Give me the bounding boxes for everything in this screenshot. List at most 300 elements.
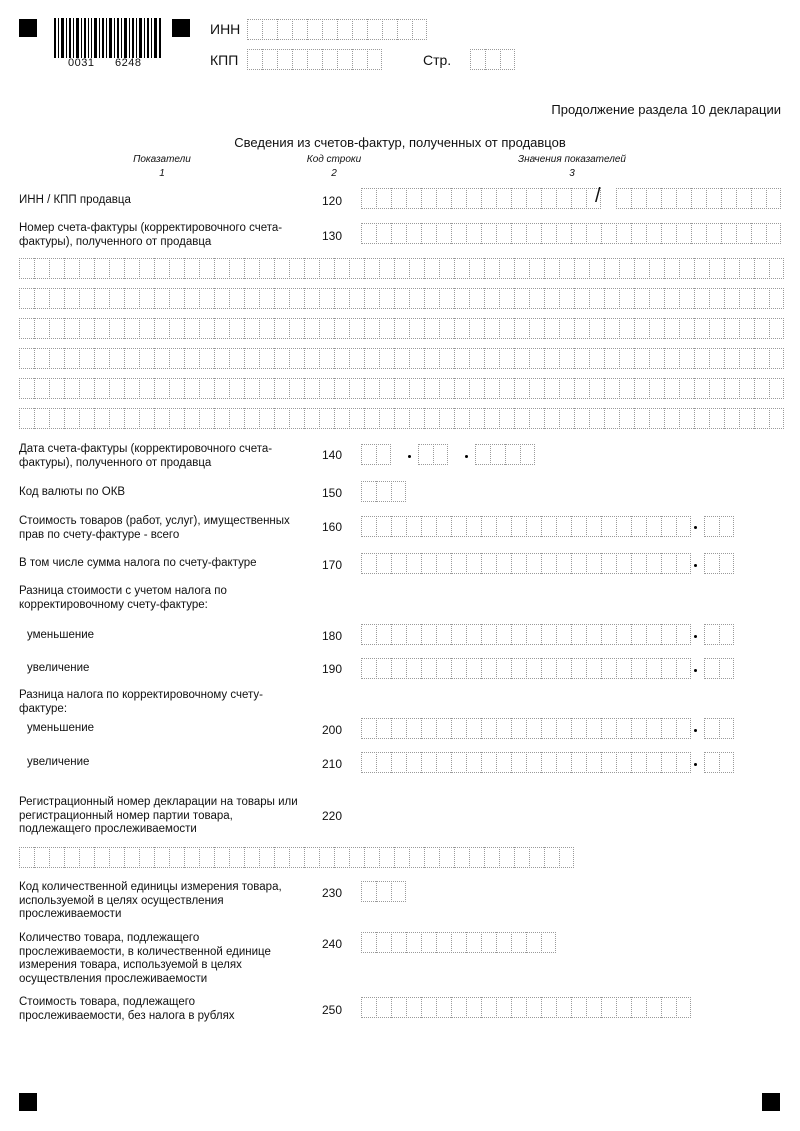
input-cell[interactable] — [529, 258, 544, 279]
input-cell[interactable] — [676, 188, 691, 209]
input-cell[interactable] — [319, 288, 334, 309]
input-cell[interactable] — [496, 553, 511, 574]
input-cell[interactable] — [376, 516, 391, 537]
input-cell[interactable] — [589, 378, 604, 399]
input-cell[interactable] — [466, 658, 481, 679]
input-cell[interactable] — [544, 318, 559, 339]
input-cell[interactable] — [439, 258, 454, 279]
input-cell[interactable] — [556, 624, 571, 645]
seller-inn-field[interactable] — [361, 188, 601, 209]
input-cell[interactable] — [556, 223, 571, 244]
input-cell[interactable] — [499, 847, 514, 868]
input-cell[interactable] — [541, 997, 556, 1018]
input-cell[interactable] — [79, 847, 94, 868]
input-cell[interactable] — [586, 553, 601, 574]
input-cell[interactable] — [436, 752, 451, 773]
input-cell[interactable] — [574, 348, 589, 369]
input-cell[interactable] — [571, 516, 586, 537]
input-cell[interactable] — [574, 288, 589, 309]
input-cell[interactable] — [364, 288, 379, 309]
input-cell[interactable] — [349, 378, 364, 399]
input-cell[interactable] — [94, 348, 109, 369]
input-cell[interactable] — [64, 348, 79, 369]
input-cell[interactable] — [646, 997, 661, 1018]
input-cell[interactable] — [169, 408, 184, 429]
goods-value-field[interactable] — [361, 997, 691, 1018]
input-cell[interactable] — [439, 288, 454, 309]
input-cell[interactable] — [679, 318, 694, 339]
input-cell[interactable] — [470, 49, 485, 70]
input-cell[interactable] — [484, 288, 499, 309]
input-cell[interactable] — [466, 997, 481, 1018]
input-cell[interactable] — [229, 318, 244, 339]
input-cell[interactable] — [79, 318, 94, 339]
input-cell[interactable] — [739, 288, 754, 309]
input-cell[interactable] — [406, 188, 421, 209]
input-cell[interactable] — [496, 516, 511, 537]
input-cell[interactable] — [109, 258, 124, 279]
input-cell[interactable] — [244, 288, 259, 309]
input-cell[interactable] — [379, 847, 394, 868]
input-cell[interactable] — [631, 718, 646, 739]
input-cell[interactable] — [436, 624, 451, 645]
input-cell[interactable] — [709, 318, 724, 339]
input-cell[interactable] — [319, 318, 334, 339]
input-cell[interactable] — [769, 288, 784, 309]
input-cell[interactable] — [259, 847, 274, 868]
input-cell[interactable] — [649, 318, 664, 339]
input-cell[interactable] — [526, 516, 541, 537]
input-cell[interactable] — [376, 444, 391, 465]
input-cell[interactable] — [619, 408, 634, 429]
input-cell[interactable] — [586, 624, 601, 645]
input-cell[interactable] — [124, 378, 139, 399]
input-cell[interactable] — [361, 444, 376, 465]
input-cell[interactable] — [631, 658, 646, 679]
input-cell[interactable] — [169, 348, 184, 369]
input-cell[interactable] — [391, 481, 406, 502]
input-cell[interactable] — [184, 348, 199, 369]
input-cell[interactable] — [469, 288, 484, 309]
input-cell[interactable] — [481, 553, 496, 574]
input-cell[interactable] — [424, 258, 439, 279]
input-cell[interactable] — [244, 408, 259, 429]
input-cell[interactable] — [649, 408, 664, 429]
input-cell[interactable] — [289, 288, 304, 309]
input-cell[interactable] — [586, 752, 601, 773]
input-cell[interactable] — [418, 444, 433, 465]
input-cell[interactable] — [376, 718, 391, 739]
input-cell[interactable] — [79, 288, 94, 309]
input-cell[interactable] — [556, 188, 571, 209]
input-cell[interactable] — [676, 624, 691, 645]
input-cell[interactable] — [406, 997, 421, 1018]
input-cell[interactable] — [719, 752, 734, 773]
input-cell[interactable] — [184, 847, 199, 868]
input-cell[interactable] — [661, 718, 676, 739]
input-cell[interactable] — [751, 223, 766, 244]
input-cell[interactable] — [769, 258, 784, 279]
input-cell[interactable] — [541, 553, 556, 574]
input-cell[interactable] — [676, 553, 691, 574]
input-cell[interactable] — [376, 553, 391, 574]
invoice-number-field-5[interactable] — [19, 348, 784, 369]
input-cell[interactable] — [259, 258, 274, 279]
input-cell[interactable] — [676, 223, 691, 244]
input-cell[interactable] — [616, 553, 631, 574]
input-cell[interactable] — [94, 258, 109, 279]
input-cell[interactable] — [49, 318, 64, 339]
input-cell[interactable] — [634, 318, 649, 339]
input-cell[interactable] — [199, 288, 214, 309]
input-cell[interactable] — [601, 624, 616, 645]
input-cell[interactable] — [694, 408, 709, 429]
input-cell[interactable] — [574, 258, 589, 279]
input-cell[interactable] — [274, 408, 289, 429]
input-cell[interactable] — [124, 318, 139, 339]
input-cell[interactable] — [421, 516, 436, 537]
input-cell[interactable] — [451, 188, 466, 209]
input-cell[interactable] — [754, 408, 769, 429]
input-cell[interactable] — [556, 553, 571, 574]
input-cell[interactable] — [601, 223, 616, 244]
input-cell[interactable] — [451, 624, 466, 645]
input-cell[interactable] — [526, 223, 541, 244]
input-cell[interactable] — [661, 752, 676, 773]
input-cell[interactable] — [154, 847, 169, 868]
input-cell[interactable] — [247, 49, 262, 70]
input-cell[interactable] — [424, 378, 439, 399]
input-cell[interactable] — [304, 288, 319, 309]
input-cell[interactable] — [361, 752, 376, 773]
input-cell[interactable] — [499, 288, 514, 309]
input-cell[interactable] — [436, 997, 451, 1018]
input-cell[interactable] — [499, 318, 514, 339]
input-cell[interactable] — [484, 348, 499, 369]
input-cell[interactable] — [229, 348, 244, 369]
row-200-integer-field[interactable] — [361, 718, 691, 739]
input-cell[interactable] — [601, 516, 616, 537]
input-cell[interactable] — [451, 223, 466, 244]
input-cell[interactable] — [754, 348, 769, 369]
input-cell[interactable] — [391, 188, 406, 209]
input-cell[interactable] — [754, 378, 769, 399]
input-cell[interactable] — [406, 658, 421, 679]
input-cell[interactable] — [307, 19, 322, 40]
input-cell[interactable] — [169, 258, 184, 279]
input-cell[interactable] — [529, 408, 544, 429]
input-cell[interactable] — [604, 378, 619, 399]
input-cell[interactable] — [514, 258, 529, 279]
row-160-decimal-field[interactable] — [704, 516, 734, 537]
input-cell[interactable] — [244, 378, 259, 399]
input-cell[interactable] — [34, 847, 49, 868]
input-cell[interactable] — [19, 318, 34, 339]
input-cell[interactable] — [391, 658, 406, 679]
input-cell[interactable] — [214, 288, 229, 309]
input-cell[interactable] — [556, 997, 571, 1018]
input-cell[interactable] — [529, 378, 544, 399]
input-cell[interactable] — [397, 19, 412, 40]
input-cell[interactable] — [49, 348, 64, 369]
input-cell[interactable] — [139, 408, 154, 429]
input-cell[interactable] — [391, 932, 406, 953]
input-cell[interactable] — [454, 288, 469, 309]
row-200-decimal-field[interactable] — [704, 718, 734, 739]
input-cell[interactable] — [154, 408, 169, 429]
input-cell[interactable] — [79, 408, 94, 429]
input-cell[interactable] — [559, 408, 574, 429]
input-cell[interactable] — [646, 718, 661, 739]
input-cell[interactable] — [409, 847, 424, 868]
input-cell[interactable] — [616, 718, 631, 739]
input-cell[interactable] — [739, 318, 754, 339]
input-cell[interactable] — [601, 553, 616, 574]
input-cell[interactable] — [679, 378, 694, 399]
input-cell[interactable] — [514, 318, 529, 339]
input-cell[interactable] — [706, 188, 721, 209]
input-cell[interactable] — [766, 223, 781, 244]
input-cell[interactable] — [616, 223, 631, 244]
input-cell[interactable] — [571, 624, 586, 645]
input-cell[interactable] — [436, 658, 451, 679]
input-cell[interactable] — [646, 223, 661, 244]
input-cell[interactable] — [589, 408, 604, 429]
input-cell[interactable] — [586, 718, 601, 739]
invoice-number-field-4[interactable] — [19, 318, 784, 339]
input-cell[interactable] — [19, 288, 34, 309]
input-cell[interactable] — [439, 318, 454, 339]
input-cell[interactable] — [559, 288, 574, 309]
input-cell[interactable] — [391, 223, 406, 244]
row-180-integer-field[interactable] — [361, 624, 691, 645]
input-cell[interactable] — [601, 718, 616, 739]
input-cell[interactable] — [544, 348, 559, 369]
input-cell[interactable] — [19, 348, 34, 369]
input-cell[interactable] — [307, 49, 322, 70]
input-cell[interactable] — [289, 378, 304, 399]
input-cell[interactable] — [406, 223, 421, 244]
input-cell[interactable] — [304, 318, 319, 339]
invoice-date-day-field[interactable] — [361, 444, 391, 465]
input-cell[interactable] — [529, 318, 544, 339]
input-cell[interactable] — [589, 318, 604, 339]
input-cell[interactable] — [616, 658, 631, 679]
input-cell[interactable] — [604, 348, 619, 369]
input-cell[interactable] — [676, 997, 691, 1018]
input-cell[interactable] — [379, 288, 394, 309]
input-cell[interactable] — [511, 997, 526, 1018]
input-cell[interactable] — [469, 318, 484, 339]
input-cell[interactable] — [706, 223, 721, 244]
input-cell[interactable] — [394, 408, 409, 429]
input-cell[interactable] — [139, 318, 154, 339]
inn-field[interactable] — [247, 19, 427, 40]
input-cell[interactable] — [469, 408, 484, 429]
input-cell[interactable] — [34, 408, 49, 429]
input-cell[interactable] — [739, 348, 754, 369]
input-cell[interactable] — [649, 348, 664, 369]
input-cell[interactable] — [511, 223, 526, 244]
input-cell[interactable] — [704, 718, 719, 739]
input-cell[interactable] — [421, 997, 436, 1018]
input-cell[interactable] — [376, 658, 391, 679]
input-cell[interactable] — [169, 847, 184, 868]
input-cell[interactable] — [649, 288, 664, 309]
input-cell[interactable] — [556, 718, 571, 739]
input-cell[interactable] — [289, 258, 304, 279]
input-cell[interactable] — [559, 847, 574, 868]
input-cell[interactable] — [424, 847, 439, 868]
input-cell[interactable] — [679, 408, 694, 429]
input-cell[interactable] — [349, 847, 364, 868]
input-cell[interactable] — [466, 932, 481, 953]
input-cell[interactable] — [769, 408, 784, 429]
input-cell[interactable] — [451, 932, 466, 953]
input-cell[interactable] — [184, 288, 199, 309]
input-cell[interactable] — [19, 847, 34, 868]
input-cell[interactable] — [391, 624, 406, 645]
input-cell[interactable] — [571, 752, 586, 773]
input-cell[interactable] — [394, 258, 409, 279]
input-cell[interactable] — [619, 348, 634, 369]
input-cell[interactable] — [214, 258, 229, 279]
input-cell[interactable] — [586, 997, 601, 1018]
input-cell[interactable] — [409, 318, 424, 339]
input-cell[interactable] — [769, 378, 784, 399]
invoice-number-field-6[interactable] — [19, 378, 784, 399]
input-cell[interactable] — [424, 348, 439, 369]
input-cell[interactable] — [124, 258, 139, 279]
input-cell[interactable] — [334, 847, 349, 868]
input-cell[interactable] — [364, 378, 379, 399]
input-cell[interactable] — [529, 847, 544, 868]
input-cell[interactable] — [754, 318, 769, 339]
input-cell[interactable] — [154, 378, 169, 399]
input-cell[interactable] — [704, 516, 719, 537]
input-cell[interactable] — [406, 752, 421, 773]
input-cell[interactable] — [634, 258, 649, 279]
input-cell[interactable] — [490, 444, 505, 465]
input-cell[interactable] — [139, 378, 154, 399]
input-cell[interactable] — [421, 752, 436, 773]
input-cell[interactable] — [319, 847, 334, 868]
input-cell[interactable] — [514, 847, 529, 868]
input-cell[interactable] — [169, 318, 184, 339]
input-cell[interactable] — [496, 932, 511, 953]
input-cell[interactable] — [559, 258, 574, 279]
input-cell[interactable] — [199, 847, 214, 868]
input-cell[interactable] — [574, 378, 589, 399]
input-cell[interactable] — [364, 258, 379, 279]
input-cell[interactable] — [704, 553, 719, 574]
input-cell[interactable] — [169, 288, 184, 309]
input-cell[interactable] — [406, 553, 421, 574]
input-cell[interactable] — [586, 516, 601, 537]
input-cell[interactable] — [49, 408, 64, 429]
input-cell[interactable] — [604, 258, 619, 279]
input-cell[interactable] — [454, 258, 469, 279]
input-cell[interactable] — [139, 288, 154, 309]
input-cell[interactable] — [481, 718, 496, 739]
input-cell[interactable] — [559, 378, 574, 399]
input-cell[interactable] — [379, 258, 394, 279]
input-cell[interactable] — [526, 188, 541, 209]
input-cell[interactable] — [34, 378, 49, 399]
input-cell[interactable] — [466, 553, 481, 574]
input-cell[interactable] — [349, 408, 364, 429]
input-cell[interactable] — [719, 624, 734, 645]
input-cell[interactable] — [661, 223, 676, 244]
input-cell[interactable] — [661, 624, 676, 645]
input-cell[interactable] — [184, 408, 199, 429]
input-cell[interactable] — [475, 444, 490, 465]
input-cell[interactable] — [304, 258, 319, 279]
input-cell[interactable] — [631, 516, 646, 537]
input-cell[interactable] — [704, 752, 719, 773]
input-cell[interactable] — [631, 553, 646, 574]
input-cell[interactable] — [496, 658, 511, 679]
input-cell[interactable] — [361, 481, 376, 502]
input-cell[interactable] — [274, 288, 289, 309]
input-cell[interactable] — [364, 348, 379, 369]
input-cell[interactable] — [292, 19, 307, 40]
input-cell[interactable] — [619, 318, 634, 339]
input-cell[interactable] — [649, 258, 664, 279]
input-cell[interactable] — [739, 258, 754, 279]
input-cell[interactable] — [19, 408, 34, 429]
input-cell[interactable] — [634, 288, 649, 309]
input-cell[interactable] — [691, 188, 706, 209]
input-cell[interactable] — [19, 378, 34, 399]
input-cell[interactable] — [274, 318, 289, 339]
input-cell[interactable] — [664, 408, 679, 429]
input-cell[interactable] — [484, 378, 499, 399]
input-cell[interactable] — [541, 223, 556, 244]
input-cell[interactable] — [496, 624, 511, 645]
input-cell[interactable] — [289, 847, 304, 868]
input-cell[interactable] — [559, 318, 574, 339]
input-cell[interactable] — [367, 49, 382, 70]
input-cell[interactable] — [229, 408, 244, 429]
input-cell[interactable] — [736, 223, 751, 244]
input-cell[interactable] — [586, 658, 601, 679]
input-cell[interactable] — [124, 348, 139, 369]
input-cell[interactable] — [634, 348, 649, 369]
input-cell[interactable] — [649, 378, 664, 399]
input-cell[interactable] — [304, 408, 319, 429]
input-cell[interactable] — [49, 378, 64, 399]
input-cell[interactable] — [379, 378, 394, 399]
input-cell[interactable] — [184, 258, 199, 279]
input-cell[interactable] — [391, 881, 406, 902]
input-cell[interactable] — [334, 348, 349, 369]
input-cell[interactable] — [485, 49, 500, 70]
input-cell[interactable] — [766, 188, 781, 209]
input-cell[interactable] — [214, 318, 229, 339]
input-cell[interactable] — [64, 288, 79, 309]
input-cell[interactable] — [394, 348, 409, 369]
input-cell[interactable] — [94, 847, 109, 868]
row-170-decimal-field[interactable] — [704, 553, 734, 574]
input-cell[interactable] — [466, 718, 481, 739]
input-cell[interactable] — [481, 223, 496, 244]
input-cell[interactable] — [451, 516, 466, 537]
input-cell[interactable] — [619, 258, 634, 279]
input-cell[interactable] — [436, 516, 451, 537]
input-cell[interactable] — [79, 258, 94, 279]
input-cell[interactable] — [694, 348, 709, 369]
